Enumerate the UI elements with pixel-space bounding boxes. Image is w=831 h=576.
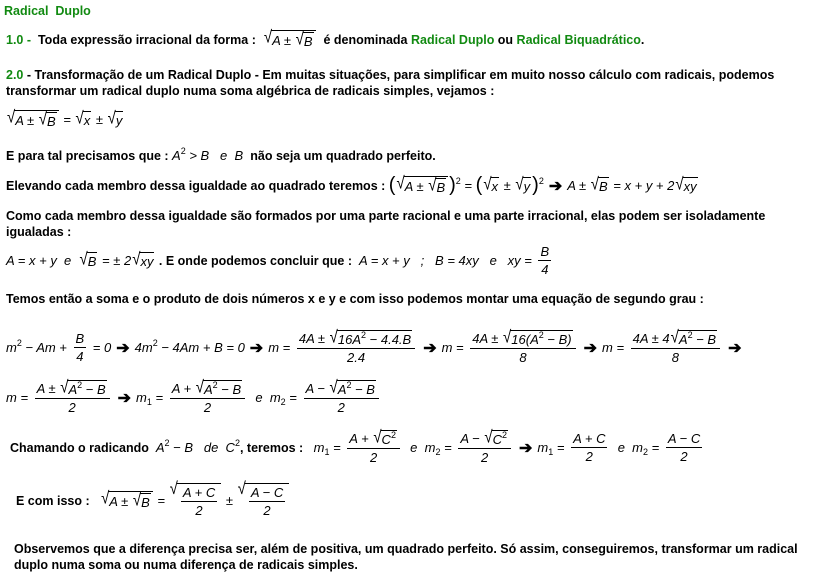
math-text: ± <box>222 493 237 508</box>
radicand <box>381 430 397 447</box>
math-text: − B <box>82 382 106 397</box>
fraction <box>470 327 575 365</box>
square-root <box>7 107 59 130</box>
superscript: 2 <box>234 437 240 448</box>
math-text: = <box>460 178 476 193</box>
radicand <box>245 483 289 518</box>
definition-line <box>6 27 645 50</box>
denominator <box>481 449 488 465</box>
radical-sign-icon: √ <box>670 327 679 348</box>
radicand <box>139 252 154 269</box>
radicand <box>404 176 448 195</box>
isolation-line <box>6 244 554 277</box>
radical-sign-icon: √ <box>329 377 338 398</box>
square-root <box>428 175 446 196</box>
math-text: = <box>648 440 663 455</box>
math-text: y <box>115 113 123 128</box>
conclusion-paragraph: Observemos que a diferença precisa ser, além de positiva, um quadrado perfeito. Só assim, conseguiremos, transformar um radical duplo numa soma ou numa diferença de radicais simples. <box>14 542 798 572</box>
text: E com isso : <box>16 493 101 508</box>
math-text: 2 <box>263 503 271 518</box>
math-text: 8 <box>671 350 679 365</box>
arrow-right-icon: ➔ <box>518 439 533 457</box>
arrow-right-icon: ➔ <box>583 339 597 357</box>
text: Elevando cada membro dessa igualdade ao quadrado teremos : <box>6 178 389 193</box>
radical-sign-icon: √ <box>428 175 437 196</box>
math-text: = <box>153 493 169 508</box>
math-text: B <box>87 254 97 269</box>
math-text: = <box>329 440 345 455</box>
math-text: m <box>537 440 549 455</box>
radicand <box>177 483 221 518</box>
math-text: A − <box>305 381 329 396</box>
denominator <box>195 502 202 518</box>
arrow-right-icon: ➔ <box>117 389 132 407</box>
math-text: m <box>136 390 147 405</box>
radical-sign-icon: √ <box>515 174 524 195</box>
intro-text: - Transformação de um Radical Duplo - Em muitas situações, para simplificar em muito nosso cálculo com radicais, podemos transformar um radical duplo numa soma algébrica de radicais simples, vejamos : <box>6 68 775 98</box>
math-text: ± <box>500 178 515 193</box>
radical-sign-icon: √ <box>237 479 246 499</box>
radical-sign-icon: √ <box>132 490 142 511</box>
math-text: C <box>492 432 502 447</box>
superscript: 2 <box>180 145 186 156</box>
math-text: A ± <box>15 113 38 128</box>
math-text: A = x + y ; B = 4xy e xy = <box>358 253 536 268</box>
radicand <box>337 380 376 397</box>
radicand <box>435 178 446 195</box>
arrow-right-icon: ➔ <box>249 339 264 357</box>
math-text: − B <box>692 332 717 347</box>
fraction <box>181 485 217 518</box>
radicand <box>523 177 532 194</box>
radical-sign-icon: √ <box>484 427 493 448</box>
numerator <box>470 327 575 349</box>
radicand <box>46 112 57 129</box>
numerator <box>170 377 245 399</box>
math-text: y <box>523 179 531 194</box>
parenthesis: ) <box>449 174 456 196</box>
math-text: = <box>151 390 167 405</box>
subscript: 1 <box>324 446 330 457</box>
superscript: 2 <box>538 329 544 340</box>
square-root <box>195 377 242 398</box>
square-root <box>515 174 531 195</box>
math-text: 4A ± <box>472 331 503 346</box>
math-text: 4m <box>134 340 153 355</box>
math-text: A ± <box>272 33 295 48</box>
math-text: m = <box>602 340 628 355</box>
math-text: A − C <box>250 485 284 500</box>
math-text: A + C <box>182 485 216 500</box>
math-text: = 0 <box>89 340 112 355</box>
parenthesis: ( <box>388 174 396 196</box>
math-text: 16(A <box>511 332 539 347</box>
square-root <box>295 29 314 50</box>
equation-line-2 <box>6 377 382 415</box>
square-root <box>237 479 290 518</box>
radical-sign-icon: √ <box>675 174 684 195</box>
highlight-text: Radical Duplo <box>4 4 91 18</box>
math-text: − B <box>217 382 242 397</box>
math-text: − Am + <box>21 340 71 355</box>
radicand <box>67 380 106 397</box>
square-root <box>484 427 508 448</box>
intro-paragraph <box>6 67 826 99</box>
math-text: A <box>203 382 213 397</box>
numerator <box>297 327 415 349</box>
square-root <box>329 327 413 348</box>
square-root <box>373 427 397 448</box>
square-root <box>38 109 57 130</box>
radicand <box>271 30 315 49</box>
math-text: B <box>599 179 608 194</box>
fraction <box>631 327 720 365</box>
denominator <box>204 399 211 415</box>
numerator <box>666 431 702 448</box>
fraction <box>35 377 110 415</box>
math-text: ± <box>92 112 107 127</box>
squaring-line <box>6 174 699 197</box>
superscript: 2 <box>361 329 367 340</box>
radical-sign-icon: √ <box>38 109 48 130</box>
square-root <box>132 490 151 511</box>
fraction <box>571 431 607 464</box>
superscript: 2 <box>77 379 83 390</box>
math-text: 4A ± 4 <box>632 331 670 346</box>
numerator <box>538 244 551 261</box>
square-root <box>263 27 316 50</box>
text: Toda expressão irracional da forma : <box>34 32 263 47</box>
formula-radical-duplo <box>6 107 124 130</box>
math-text: m <box>6 340 17 355</box>
radicand <box>492 430 508 447</box>
square-root <box>675 174 697 195</box>
denominator <box>519 349 526 365</box>
text: . E onde podemos concluir que : <box>155 253 359 268</box>
math-text: > B e B <box>185 148 247 163</box>
text: Chamando o radicando <box>10 440 156 455</box>
subscript: 2 <box>642 446 648 457</box>
math-text: − 4.4.B <box>366 332 412 347</box>
math-text: − 4Am + B = 0 <box>157 340 245 355</box>
math-text: B <box>47 114 56 129</box>
radicand <box>491 177 500 194</box>
square-root <box>329 377 376 398</box>
math-text: 4 <box>541 262 549 277</box>
radicand <box>83 111 92 128</box>
radicand <box>598 177 609 194</box>
math-text: 2 <box>370 450 378 465</box>
math-text: e m <box>402 440 436 455</box>
text: , teremos : <box>239 440 314 455</box>
highlight-text: 1.0 - <box>6 32 35 47</box>
system-paragraph: Temos então a soma e o produto de dois números x e y e com isso podemos montar uma equação de segundo grau : <box>6 292 704 306</box>
math-text: = <box>440 440 456 455</box>
math-text: A ± <box>404 179 428 194</box>
arrow-right-icon: ➔ <box>548 177 563 195</box>
radical-sign-icon: √ <box>483 174 492 195</box>
square-root <box>169 479 222 518</box>
math-text: xy <box>140 254 154 269</box>
denominator <box>347 349 365 365</box>
math-text: C <box>381 432 391 447</box>
arrow-right-icon: ➔ <box>728 339 742 357</box>
radicand <box>337 330 412 347</box>
final-formula-line <box>16 479 290 518</box>
math-text: A = x + y e <box>6 253 79 268</box>
math-text: = x + y + 2 <box>609 178 675 193</box>
math-text: = <box>553 440 569 455</box>
math-text: A <box>155 440 165 455</box>
radical-sign-icon: √ <box>169 479 178 499</box>
math-text: = <box>285 390 301 405</box>
math-text: e m <box>610 440 643 455</box>
fraction <box>249 485 285 518</box>
math-text: A + <box>171 381 195 396</box>
radical-sign-icon: √ <box>79 249 88 270</box>
math-text: 2 <box>195 503 203 518</box>
radical-sign-icon: √ <box>132 249 141 270</box>
math-text: m = <box>6 390 32 405</box>
numerator <box>35 377 110 399</box>
parts-paragraph: Como cada membro dessa igualdade são formados por uma parte racional e uma parte irracional, elas podem ser isoladamente igualadas : <box>6 209 766 239</box>
condition-line <box>6 145 436 163</box>
radicand <box>683 177 698 194</box>
equation-line-1 <box>6 327 747 365</box>
math-text: 8 <box>519 350 527 365</box>
parenthesis: ( <box>475 174 483 196</box>
square-root <box>75 108 92 129</box>
radicand <box>140 493 151 510</box>
square-root <box>483 174 499 195</box>
superscript: 2 <box>212 379 218 390</box>
text: ou <box>494 32 517 47</box>
radicand <box>108 491 152 510</box>
math-text: m <box>313 440 325 455</box>
fraction <box>297 327 415 365</box>
radical-sign-icon: √ <box>263 27 273 47</box>
math-text: 16A <box>337 332 362 347</box>
subscript: 2 <box>280 396 286 407</box>
radical-sign-icon: √ <box>295 29 304 50</box>
radical-sign-icon: √ <box>107 108 116 129</box>
substitution-line <box>10 427 705 465</box>
text: não seja um quadrado perfeito. <box>246 148 436 163</box>
math-text: 4A ± <box>298 331 329 346</box>
radical-sign-icon: √ <box>396 173 405 193</box>
math-text: B <box>75 331 85 346</box>
highlight-text: Radical Biquadrático <box>516 32 641 47</box>
numerator <box>458 427 511 449</box>
radicand <box>203 380 242 397</box>
math-text: − B de C <box>169 440 235 455</box>
fraction <box>666 431 702 464</box>
math-text: A <box>172 148 181 163</box>
math-text: B <box>436 180 446 195</box>
math-text: 2 <box>481 450 489 465</box>
math-text: m = <box>441 340 468 355</box>
math-text: xy <box>683 179 697 194</box>
fraction <box>347 427 400 465</box>
subscript: 2 <box>435 446 441 457</box>
radical-sign-icon: √ <box>101 488 110 508</box>
fraction <box>170 377 245 415</box>
numerator <box>181 485 217 502</box>
denominator <box>586 448 593 464</box>
numerator <box>631 327 720 349</box>
square-root <box>107 108 124 129</box>
math-text: A ± <box>109 494 132 509</box>
square-root <box>396 173 448 196</box>
highlight-text: Radical Duplo <box>410 32 495 47</box>
superscript: 2 <box>346 379 352 390</box>
text: . <box>640 32 645 47</box>
denominator <box>370 449 377 465</box>
square-root <box>60 377 106 398</box>
numerator <box>304 377 379 399</box>
superscript: 2 <box>16 337 22 348</box>
numerator <box>571 431 607 448</box>
math-text: A + <box>349 431 373 446</box>
radical-sign-icon: √ <box>503 327 512 348</box>
numerator <box>74 331 87 348</box>
section-number: 2.0 <box>6 68 24 82</box>
math-text: 2 <box>337 400 345 415</box>
square-root <box>503 327 573 348</box>
square-root <box>132 249 154 270</box>
arrow-right-icon: ➔ <box>116 339 130 357</box>
fraction <box>458 427 511 465</box>
radicand <box>510 330 572 347</box>
radicand <box>87 252 98 269</box>
radical-sign-icon: √ <box>590 174 600 195</box>
square-root <box>79 249 98 270</box>
page-title <box>4 4 91 18</box>
math-text: e m <box>248 390 281 405</box>
subscript: 1 <box>146 396 152 407</box>
fraction <box>304 377 379 415</box>
math-text: A − C <box>667 431 701 446</box>
square-root <box>590 174 609 195</box>
text: é denominada <box>316 32 411 47</box>
parenthesis: ) <box>532 174 539 196</box>
math-text: 2 <box>585 449 593 464</box>
denominator <box>76 348 83 364</box>
denominator <box>541 261 548 277</box>
fraction <box>74 331 87 364</box>
math-text: A <box>678 332 688 347</box>
denominator <box>338 399 345 415</box>
superscript: 2 <box>687 329 693 340</box>
superscript: 2 <box>390 429 396 440</box>
math-text: A + C <box>573 431 606 446</box>
superscript: 2 <box>538 175 544 186</box>
radical-sign-icon: √ <box>373 427 382 448</box>
numerator <box>249 485 285 502</box>
radicand <box>14 110 58 129</box>
math-text: = <box>59 112 75 127</box>
radicand <box>678 330 717 347</box>
math-text: 2.4 <box>346 350 366 365</box>
radical-sign-icon: √ <box>7 107 16 127</box>
radical-sign-icon: √ <box>329 327 338 348</box>
radical-sign-icon: √ <box>195 377 204 398</box>
superscript: 2 <box>164 437 170 448</box>
square-root <box>101 488 153 511</box>
math-text: m = <box>268 340 294 355</box>
math-text: 2 <box>680 449 688 464</box>
denominator <box>680 448 687 464</box>
radical-sign-icon: √ <box>60 377 69 398</box>
math-text: A <box>337 382 347 397</box>
math-text: A ± <box>36 381 60 396</box>
fraction <box>538 244 551 277</box>
math-text: 4 <box>76 349 84 364</box>
radicand <box>115 111 124 128</box>
math-text: x <box>83 113 91 128</box>
radical-sign-icon: √ <box>75 108 84 129</box>
radicand <box>303 32 314 49</box>
numerator <box>347 427 400 449</box>
text: E para tal precisamos que : <box>6 148 173 163</box>
subscript: 1 <box>548 446 554 457</box>
math-text: A ± <box>567 178 590 193</box>
math-text: = ± 2 <box>98 253 132 268</box>
superscript: 2 <box>455 175 461 186</box>
superscript: 2 <box>501 429 507 440</box>
math-text: B <box>540 244 550 259</box>
math-text: − B <box>351 382 375 397</box>
denominator <box>672 349 679 365</box>
arrow-right-icon: ➔ <box>423 339 437 357</box>
math-text: A <box>68 382 78 397</box>
square-root <box>670 327 717 348</box>
math-text: B <box>303 34 313 49</box>
math-text: − B) <box>543 332 572 347</box>
math-text: 2 <box>68 400 76 415</box>
math-text: 2 <box>203 400 212 415</box>
superscript: 2 <box>152 337 158 348</box>
denominator <box>263 502 270 518</box>
math-text: x <box>491 179 499 194</box>
math-text: B <box>141 495 150 510</box>
math-text: A − <box>460 431 484 446</box>
denominator <box>69 399 76 415</box>
